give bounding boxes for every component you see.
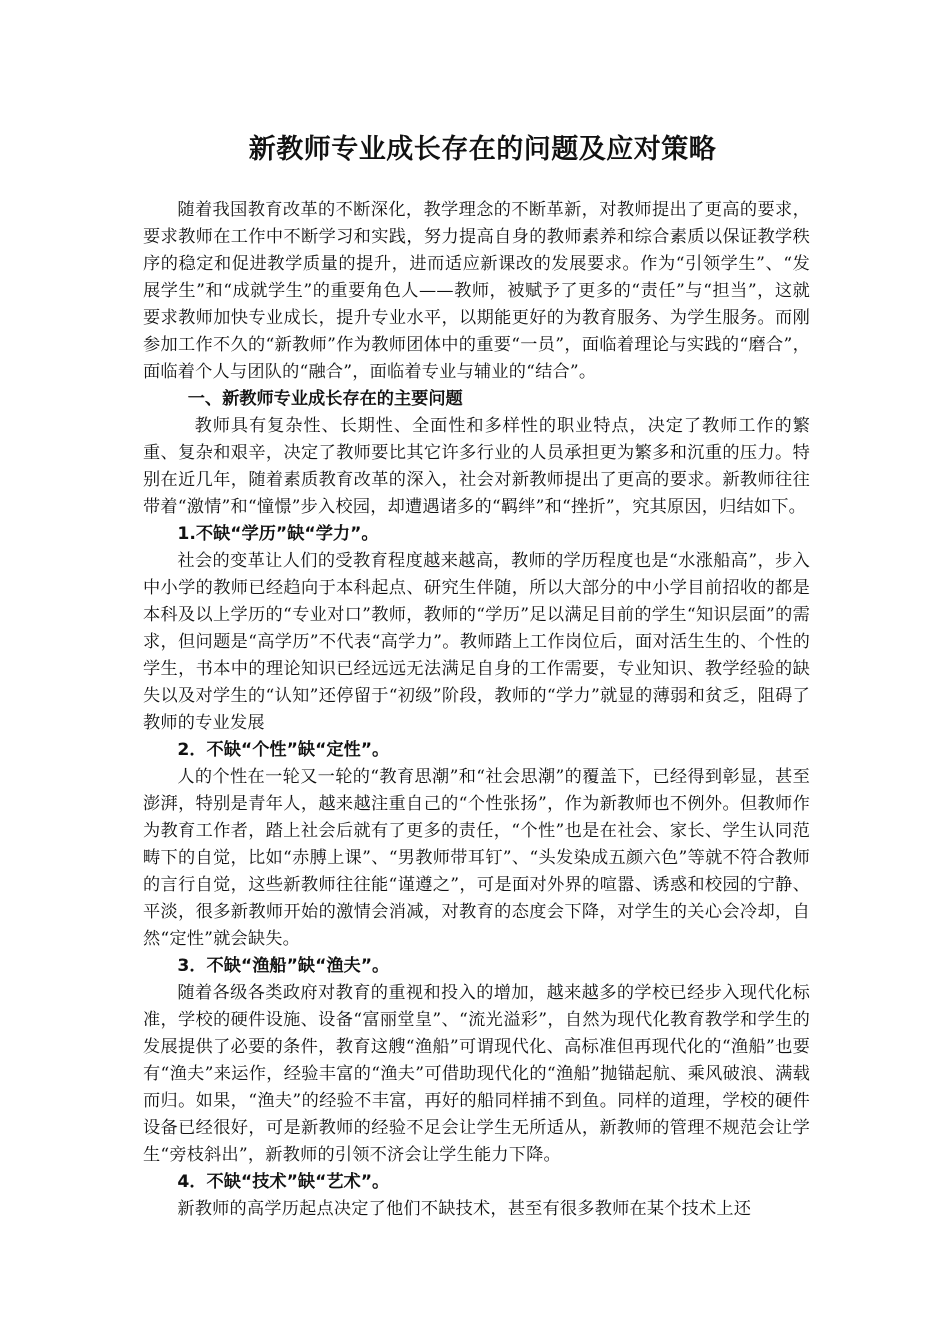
item-paragraph-2: 人的个性在一轮又一轮的“教育思潮”和“社会思潮”的覆盖下，已经得到彰显，甚至澎湃，特别是青年人，越来越注重自己的“个性张扬”，作为新教师也不例外。但教师作为教育工作者，踏上社会后就有了更多的责任，“个性”也是在社会、家长、学生认同范畴下的自觉，比如“赤膊上课”、“男教师带耳钉”、“头发染成五颜六色”等就不符合教师的言行自觉，这些新教师往往能“谨遵之”，可是面对外界的喧嚣、诱惑和校园的宁静、平淡，很多新教师开始的激情会消减，对教育的态度会下降，对学生的关心会冷却，自然“定性”就会缺失。 — [143, 767, 811, 949]
section-heading-problems: 一、新教师专业成长存在的主要问题 — [187, 389, 463, 409]
item-paragraph-4: 新教师的高学历起点决定了他们不缺技术，甚至有很多教师在某个技术上还 — [177, 1199, 752, 1219]
item-paragraph-1: 社会的变革让人们的受教育程度越来越高，教师的学历程度也是“水涨船高”，步入中小学的教师已经趋向于本科起点、研究生伴随，所以大部分的中小学目前招收的都是本科及以上学历的“专业对口”教师，教师的“学历”足以满足目前的学生“知识层面”的需求，但问题是“高学历”不代表“高学力”。教师踏上工作岗位后，面对活生生的、个性的学生，书本中的理论知识已经远远无法满足自身的工作需要，专业知识、教学经验的缺失以及对学生的“认知”还停留于“初级”阶段，教师的“学力”就显的薄弱和贫乏，阻碍了教师的专业发展 — [143, 551, 810, 733]
section-intro-paragraph: 教师具有复杂性、长期性、全面性和多样性的职业特点，决定了教师工作的繁重、复杂和艰辛，决定了教师要比其它许多行业的人员承担更为繁多和沉重的压力。特别在近几年，随着素质教育改革的深入，社会对新教师提出了更高的要求。新教师往往带着“激情”和“憧憬”步入校园，却遭遇诸多的“羁绊”和“挫折”，究其原因，归结如下。 — [143, 416, 810, 517]
item-heading-2: 2．不缺“个性”缺“定性”。 — [177, 740, 390, 760]
intro-paragraph: 随着我国教育改革的不断深化，教学理念的不断革新，对教师提出了更高的要求，要求教师在工作中不断学习和实践，努力提高自身的教师素养和综合素质以保证教学秩序的稳定和促进教学质量的提升，进而适应新课改的发展要求。作为“引领学生”、“发展学生”和“成就学生”的重要角色人——教师，被赋予了更多的“责任”与“担当”，这就要求教师加快专业成长，提升专业水平，以期能更好的为教育服务、为学生服务。而刚参加工作不久的“新教师”作为教师团体中的重要“一员”，面临着理论与实践的“磨合”，面临着个人与团队的“融合”，面临着专业与辅业的“结合”。 — [143, 200, 810, 382]
page-title: 新教师专业成长存在的问题及应对策略 — [248, 134, 717, 165]
item-heading-3: 3．不缺“渔船”缺“渔夫”。 — [177, 956, 390, 976]
item-paragraph-3: 随着各级各类政府对教育的重视和投入的增加，越来越多的学校已经步入现代化标准，学校的硬件设施、设备“富丽堂皇”、“流光溢彩”，自然为现代化教育教学和学生的发展提供了必要的条件，教育这艘“渔船”可谓现代化、高标准但再现代化的“渔船”也要有“渔夫”来运作，经验丰富的“渔夫”可借助现代化的“渔船”抛锚起航、乘风破浪、满载而归。如果，“渔夫”的经验不丰富，再好的船同样捕不到鱼。同样的道理，学校的硬件设备已经很好，可是新教师的经验不足会让学生无所适从，新教师的管理不规范会让学生“旁枝斜出”，新教师的引领不济会让学生能力下降。 — [143, 983, 810, 1165]
item-heading-4: 4．不缺“技术”缺“艺术”。 — [177, 1172, 390, 1192]
item-heading-1: 1.不缺“学历”缺“学力”。 — [177, 524, 379, 544]
